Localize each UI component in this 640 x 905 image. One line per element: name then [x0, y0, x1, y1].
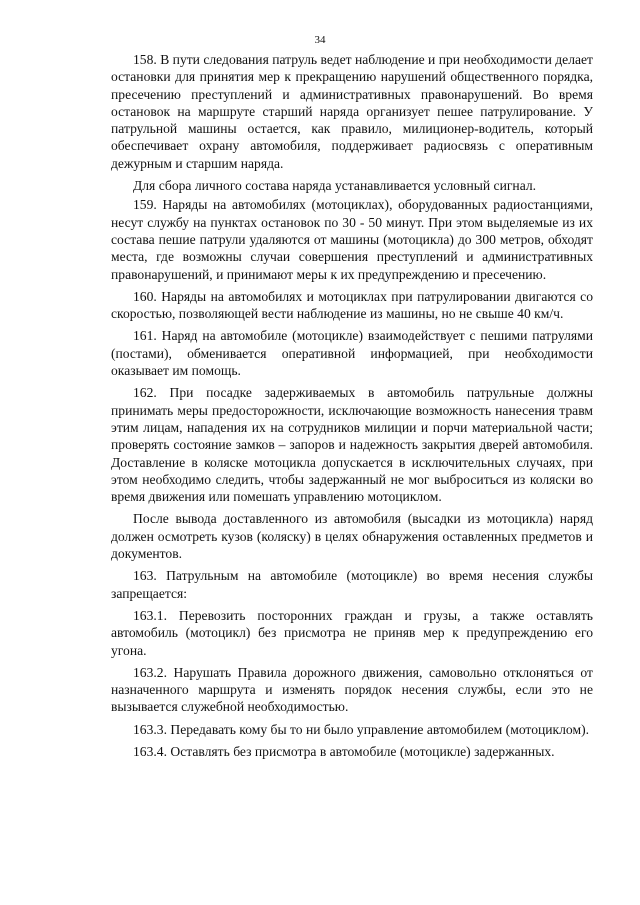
- paragraph-163-2: 163.2. Нарушать Правила дорожного движения, самовольно отклоняться от назначенного маршрута и изменять порядок несения службы, если это не вызывается служебной необходимостью.: [111, 664, 593, 715]
- paragraph-163: 163. Патрульным на автомобиле (мотоцикле) во время несения службы запрещается:: [111, 568, 593, 601]
- paragraph-signal: Для сбора личного состава наряда устанавливается условный сигнал.: [133, 178, 537, 194]
- paragraph-160: 160. Наряды на автомобилях и мотоциклах при патрулировании двигаются со скоростью, позволяющей вести наблюдение из машины, но не свыше 40 км/ч.: [111, 288, 593, 322]
- paragraph-163-4: 163.4. Оставлять без присмотра в автомобиле (мотоцикле) задержанных.: [133, 743, 555, 759]
- paragraph-159: 159. Наряды на автомобилях (мотоциклах), оборудованных радиостанциями, несут службу на пунктах остановок по 30 - 50 минут. При этом выделяемые из их состава пешие патрули удаляются от машины (мотоцикла) до 300 метров, обходят места, где возможны случаи совершения преступлений и административных правонарушений, и принимают меры к их предупреждению и пресечению.: [111, 197, 593, 282]
- paragraph-161: 161. Наряд на автомобиле (мотоцикле) взаимодействует с пешими патрулями (постами), обменивается оперативной информацией, при необходимости оказывает им помощь.: [111, 328, 593, 379]
- paragraph-162: 162. При посадке задерживаемых в автомобиль патрульные должны принимать меры предосторожности, исключающие возможность нанесения травм этим лицам, нападения их на сотрудников милиции и порчи материальной части; проверять состояние замков – запоров и надежность закрытия дверей автомобиля. Доставление в коляске мотоцикла допускается в исключительных случаях, при этом необходимо следить, чтобы задержанный не мог выброситься из коляски во время движения или помешать управлению мотоциклом.: [111, 385, 593, 505]
- paragraph-158: 158. В пути следования патруль ведет наблюдение и при необходимости делает остановки для принятия мер к прекращению нарушений общественного порядка, пресечению преступлений и административных правонарушений. Во время остановок на маршруте старший наряда организует пешее патрулирование. У патрульной машины остается, как правило, милиционер-водитель, который обеспечивает охрану автомобиля, поддерживает радиосвязь с оперативным дежурным и старшим наряда.: [111, 52, 593, 171]
- paragraph-163-3: 163.3. Передавать кому бы то ни было управление автомобилем (мотоциклом).: [133, 721, 589, 737]
- paragraph-163-1: 163.1. Перевозить посторонних граждан и грузы, а также оставлять автомобиль (мотоцикл) без присмотра не приняв мер к предупреждению его угона.: [111, 607, 593, 658]
- document-body: [111, 51, 593, 762]
- paragraph-after-delivery: После вывода доставленного из автомобиля (высадки из мотоцикла) наряд должен осмотреть кузов (коляску) в целях обнаружения оставленных предметов и документов.: [111, 511, 593, 562]
- page-number: 34: [314, 34, 326, 46]
